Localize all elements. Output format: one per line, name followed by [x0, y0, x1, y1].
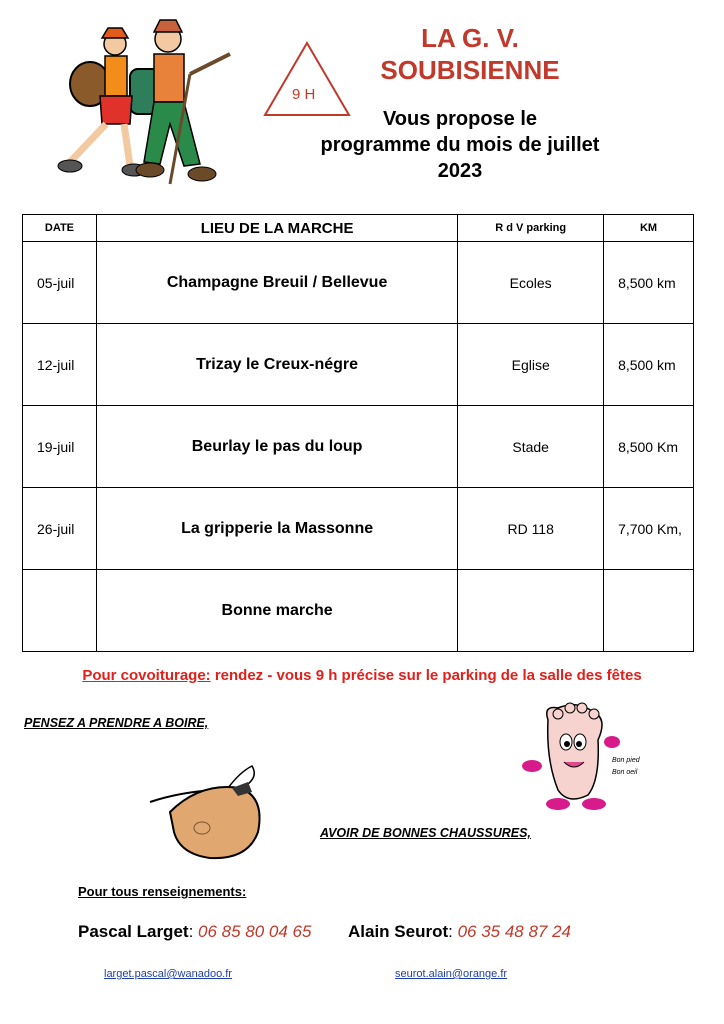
title-line-2: SOUBISIENNE — [380, 55, 560, 85]
contact-1: Pascal Larget: 06 85 80 04 65 — [78, 922, 312, 941]
contact-2-phone: 06 35 48 87 24 — [457, 922, 572, 941]
row-rdv: Eglise — [458, 324, 604, 406]
subtitle-line-2: programme du mois de juillet — [320, 134, 600, 156]
table-row — [23, 488, 694, 570]
header-place: LIEU DE LA MARCHE — [96, 215, 457, 242]
contact-2: Alain Seurot: 06 35 48 87 24 — [348, 922, 572, 941]
row-rdv: Stade — [458, 406, 604, 488]
subtitle — [290, 106, 630, 184]
carpool-notice — [0, 667, 724, 684]
row-km: 8,500 km — [604, 324, 694, 406]
table-row — [23, 570, 694, 652]
header-rdv: R d V parking — [458, 215, 604, 242]
hikers-illustration — [50, 14, 240, 189]
row-place: Trizay le Creux-négre — [96, 324, 457, 406]
carpool-label: Pour covoiturage: — [82, 667, 211, 684]
row-date: 12-juil — [23, 324, 97, 406]
triangle-label: 9 H — [292, 86, 316, 103]
contact-1-phone: 06 85 80 04 65 — [198, 922, 312, 941]
row-date: 19-juil — [23, 406, 97, 488]
table-row — [23, 324, 694, 406]
contact-heading — [78, 884, 246, 899]
program-table — [22, 214, 694, 652]
row-km: 7,700 Km, — [604, 488, 694, 570]
shoes-reminder: AVOIR DE BONNES CHAUSSURES, — [320, 826, 531, 840]
subtitle-line-1: Vous propose le — [382, 108, 538, 130]
row-place: Bonne marche — [96, 570, 457, 652]
table-row — [23, 242, 694, 324]
row-rdv: RD 118 — [458, 488, 604, 570]
table-header-row — [23, 215, 694, 242]
row-place: La gripperie la Massonne — [96, 488, 457, 570]
flask-illustration — [140, 762, 270, 862]
row-place: Champagne Breuil / Bellevue — [96, 242, 457, 324]
row-place: Beurlay le pas du loup — [96, 406, 457, 488]
header-km: KM — [604, 215, 694, 242]
contact-2-name: Alain Seurot — [348, 922, 449, 941]
row-km: 8,500 km — [604, 242, 694, 324]
foot-text-1: Bon pied — [612, 757, 640, 764]
contact-heading-text: Pour tous renseignements: — [78, 884, 247, 899]
subtitle-line-3: 2023 — [437, 160, 483, 182]
header-date: DATE — [23, 215, 97, 242]
contact-2-email-link[interactable]: seurot.alain@orange.fr — [395, 968, 508, 980]
row-km — [604, 570, 694, 652]
club-title — [360, 22, 580, 86]
row-rdv — [458, 570, 604, 652]
row-date — [23, 570, 97, 652]
title-line-1: LA G. V. — [421, 23, 519, 53]
drink-reminder: PENSEZ A PRENDRE A BOIRE, — [24, 716, 209, 730]
carpool-text: rendez - vous 9 h précise sur le parking de la salle des fêtes — [210, 667, 642, 684]
row-km: 8,500 Km — [604, 406, 694, 488]
contact-1-name: Pascal Larget — [78, 922, 189, 941]
row-date: 05-juil — [23, 242, 97, 324]
table-row — [23, 406, 694, 488]
foot-mascot-illustration — [518, 700, 648, 820]
row-rdv: Ecoles — [458, 242, 604, 324]
contact-1-email-link[interactable]: larget.pascal@wanadoo.fr — [104, 968, 232, 980]
foot-text-2: Bon oeil — [612, 769, 638, 776]
row-date: 26-juil — [23, 488, 97, 570]
